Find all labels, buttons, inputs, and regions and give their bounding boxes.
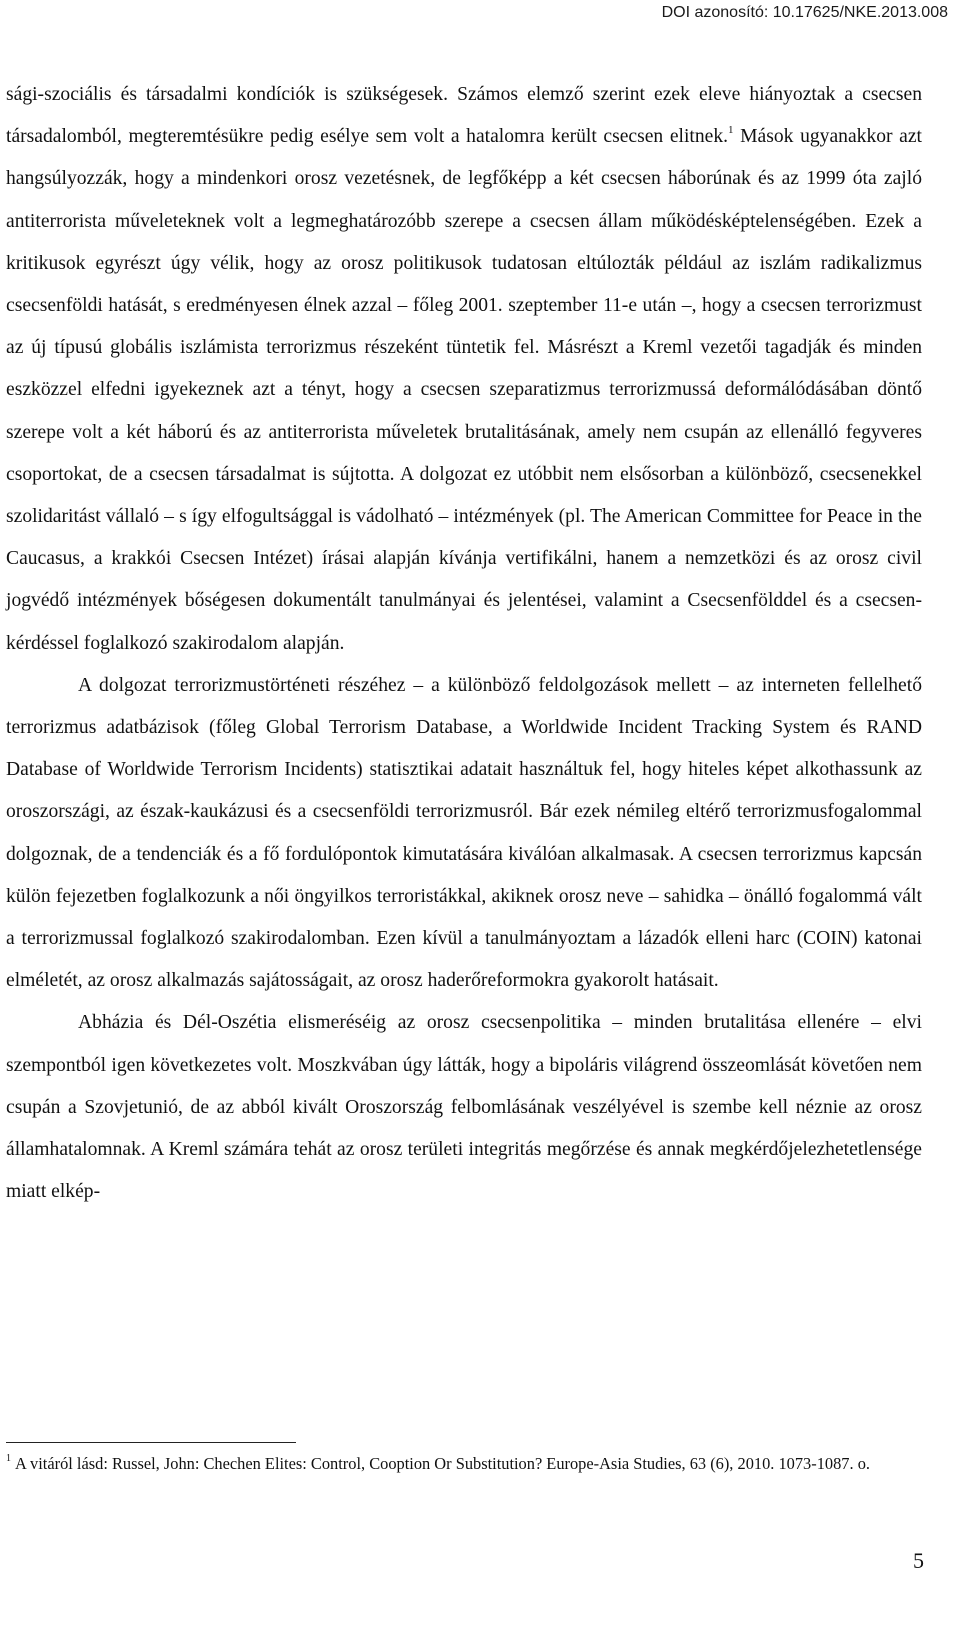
footnote bbox=[6, 1449, 922, 1478]
doi-header: DOI azonosító: 10.17625/NKE.2013.008 bbox=[661, 4, 948, 21]
paragraph-1-part-2: Mások ugyanakkor azt hangsúlyozzák, hogy a mindenkori orosz vezetésnek, de legfőképp a két csecsen háborúnak és az 1999 óta zajló antiterrorista műveleteknek volt a legmeghatározóbb szerepe a csecsen állam működésképtelenségében. Ezek a kritikusok egyrészt úgy vélik, hogy az orosz politikusok tudatosan eltúlozták például az iszlám radikalizmus csecsenföldi hatását, s eredményesen élnek azzal – főleg 2001. szeptember 11-e után –, hogy a csecsen terrorizmust az új típusú globális iszlámista terrorizmus részeként tüntetik fel. Másrészt a Kreml vezetői tagadják és minden eszközzel elfedni igyekeznek azt a tényt, hogy a csecsen szeparatizmus terrorizmussá deformálódásában döntő szerepe volt a két háború és az antiterrorista műveletek brutalitásának, amely nem csupán az ellenálló fegyveres csoportokat, de a csecsen társadalmat is sújtotta. A dolgozat ez utóbbit nem elsősorban a különböző, csecsenekkel szolidaritást vállaló – s így elfogultsággal is vádolható – intézmények (pl. The American Committee for Peace in the Caucasus, a krakkói Csecsen Intézet) írásai alapján kívánja vertifikálni, hanem a nemzetközi és az orosz civil jogvédő intézmények bőségesen dokumentált tanulmányai és jelentései, valamint a Csecsenfölddel és a csecsen-kérdéssel foglalkozó szakirodalom alapján. bbox=[6, 126, 922, 654]
page-number: 5 bbox=[913, 1548, 924, 1573]
footnote-text: A vitáról lásd: Russel, John: Chechen Elites: Control, Cooption Or Substitution? Europe-Asia Studies, 63 (6), 2010. 1073-1087. o. bbox=[15, 1454, 870, 1473]
footnote-divider bbox=[6, 1442, 296, 1443]
paragraph-3: Abházia és Dél-Oszétia elismeréséig az orosz csecsenpolitika – minden brutalitása ellenére – elvi szempontból igen következetes volt. Moszkvában úgy látták, hogy a bipoláris világrend összeomlását követően nem csupán a Szovjetunió, de az abból kivált Oroszország felbomlásának veszélyével is szembe kell néznie az orosz államhatalomnak. A Kreml számára tehát az orosz területi integritás megőrzése és annak megkérdőjelezhetetlensége miatt elkép- bbox=[6, 1012, 922, 1203]
paragraph-1 bbox=[6, 74, 922, 665]
footnote-number: 1 bbox=[6, 1453, 11, 1464]
paragraph-1-part-1: sági-szociális és társadalmi kondíciók is szükségesek. Számos elemző szerint ezek eleve hiányoztak a csecsen társadalomból, megteremtésükre pedig esélye sem volt a hatalomra került csecsen elitnek. bbox=[6, 84, 922, 148]
paragraph-2: A dolgozat terrorizmustörténeti részéhez – a különböző feldolgozások mellett – az interneten fellelhető terrorizmus adatbázisok (főleg Global Terrorism Database, a Worldwide Incident Tracking System és RAND Database of Worldwide Terrorism Incidents) statisztikai adatait használtuk fel, hogy hiteles képet alkothassunk az oroszországi, az észak-kaukázusi és a csecsenföldi terrorizmusról. Bár ezek némileg eltérő terrorizmusfogalommal dolgoznak, de a tendenciák és a fő fordulópontok kimutatására kiválóan alkalmasak. A csecsen terrorizmus kapcsán külön fejezetben foglalkozunk a női öngyilkos terroristákkal, akiknek orosz neve – sahidka – önálló fogalommá vált a terrorizmussal foglalkozó szakirodalomban. Ezen kívül a tanulmányoztam a lázadók elleni harc (COIN) katonai elméletét, az orosz alkalmazás sajátosságait, az orosz haderőreformokra gyakorolt hatásait. bbox=[6, 674, 922, 992]
main-text bbox=[6, 74, 922, 1213]
footnote-reference[interactable]: 1 bbox=[728, 124, 734, 137]
